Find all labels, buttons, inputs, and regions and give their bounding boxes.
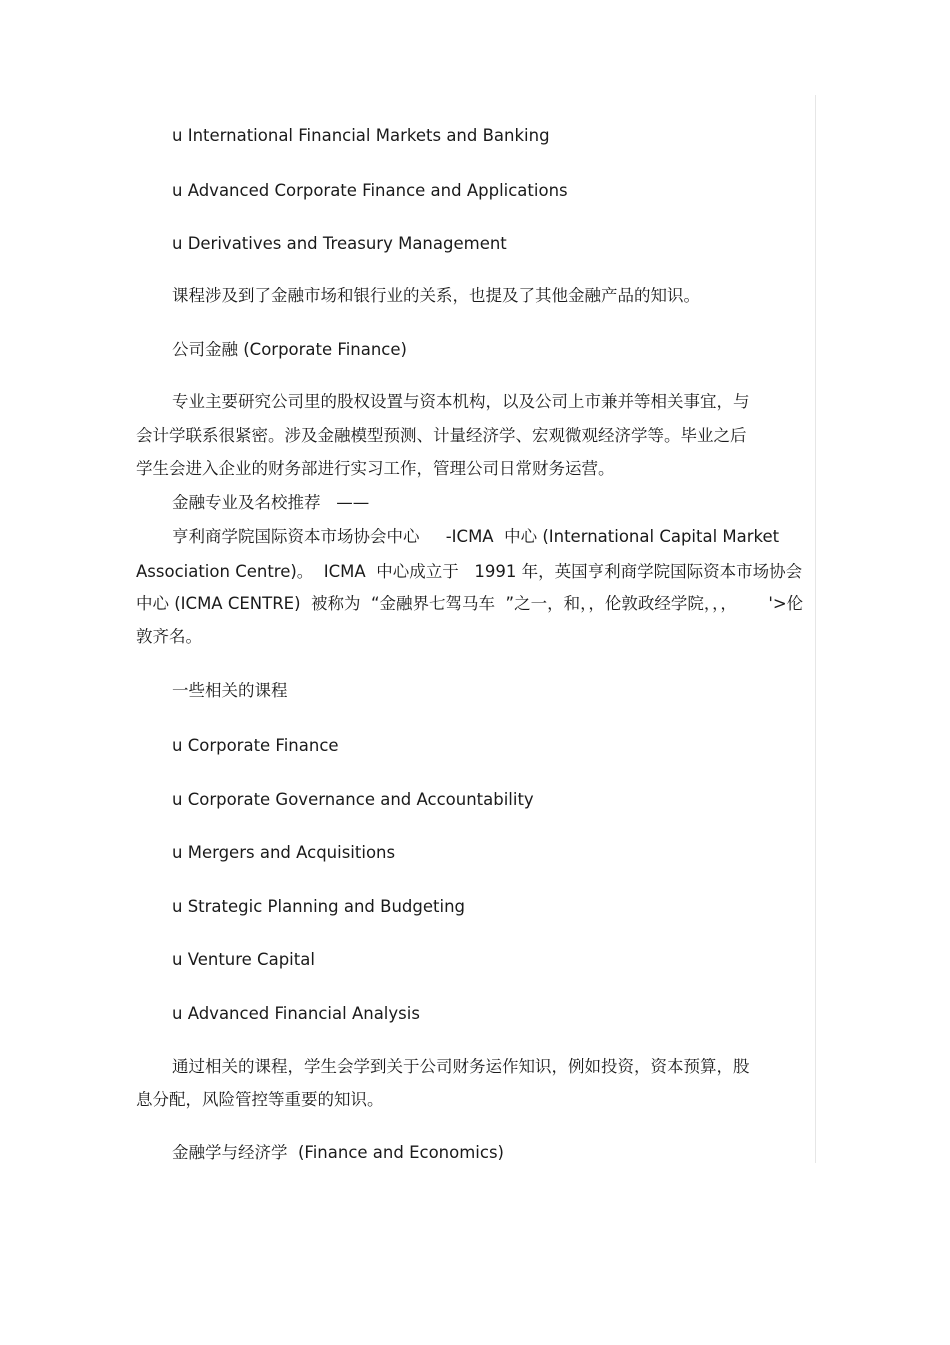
page-edge-rule bbox=[815, 95, 816, 1163]
course-item-advanced-financial-analysis: u Advanced Financial Analysis bbox=[172, 1004, 420, 1023]
course-item-mergers-acquisitions: u Mergers and Acquisitions bbox=[172, 843, 396, 862]
course-item-corporate-governance: u Corporate Governance and Accountability bbox=[172, 790, 534, 809]
course-item-venture-capital: u Venture Capital bbox=[172, 950, 315, 969]
section-heading-corporate-finance: 公司金融 (Corporate Finance) bbox=[172, 340, 407, 359]
course-item-strategic-planning: u Strategic Planning and Budgeting bbox=[172, 897, 466, 916]
paragraph-icma-line-1: 亨利商学院国际资本市场协会中心 -ICMA 中心 (International Capital Market bbox=[172, 527, 780, 546]
paragraph-course-summary: 课程涉及到了金融市场和银行业的关系，也提及了其他金融产品的知识。 bbox=[172, 286, 700, 305]
course-item-advanced-corporate-finance: u Advanced Corporate Finance and Applications bbox=[172, 181, 568, 200]
paragraph-corporate-finance-line-3: 学生会进入企业的财务部进行实习工作，管理公司日常财务运营。 bbox=[136, 459, 615, 478]
section-heading-finance-economics: 金融学与经济学 (Finance and Economics) bbox=[172, 1143, 504, 1162]
paragraph-icma-line-4: 敦齐名。 bbox=[136, 627, 202, 646]
course-item-derivatives: u Derivatives and Treasury Management bbox=[172, 234, 507, 253]
paragraph-corporate-finance-line-2: 会计学联系很紧密。涉及金融模型预测、计量经济学、宏观微观经济学等。毕业之后 bbox=[136, 426, 747, 445]
course-item-international-financial-markets: u International Financial Markets and Banking bbox=[172, 126, 550, 145]
section-heading-recommendations: 金融专业及名校推荐 —— bbox=[172, 493, 370, 512]
paragraph-corporate-finance-line-1: 专业主要研究公司里的股权设置与资本机构，以及公司上市兼并等相关事宜，与 bbox=[172, 392, 750, 411]
paragraph-course-outcomes-line-2: 息分配，风险管控等重要的知识。 bbox=[136, 1090, 384, 1109]
section-heading-related-courses: 一些相关的课程 bbox=[172, 681, 288, 700]
course-item-corporate-finance: u Corporate Finance bbox=[172, 736, 339, 755]
paragraph-icma-line-3: 中心 (ICMA CENTRE) 被称为 “金融界七驾马车 ”之一，和，，伦敦政经学院，，， '>伦 bbox=[136, 594, 804, 613]
paragraph-icma-line-2: Association Centre)。 ICMA 中心成立于 1991 年，英国亨利商学院国际资本市场协会 bbox=[136, 562, 803, 581]
paragraph-course-outcomes-line-1: 通过相关的课程，学生会学到关于公司财务运作知识，例如投资，资本预算，股 bbox=[172, 1057, 750, 1076]
